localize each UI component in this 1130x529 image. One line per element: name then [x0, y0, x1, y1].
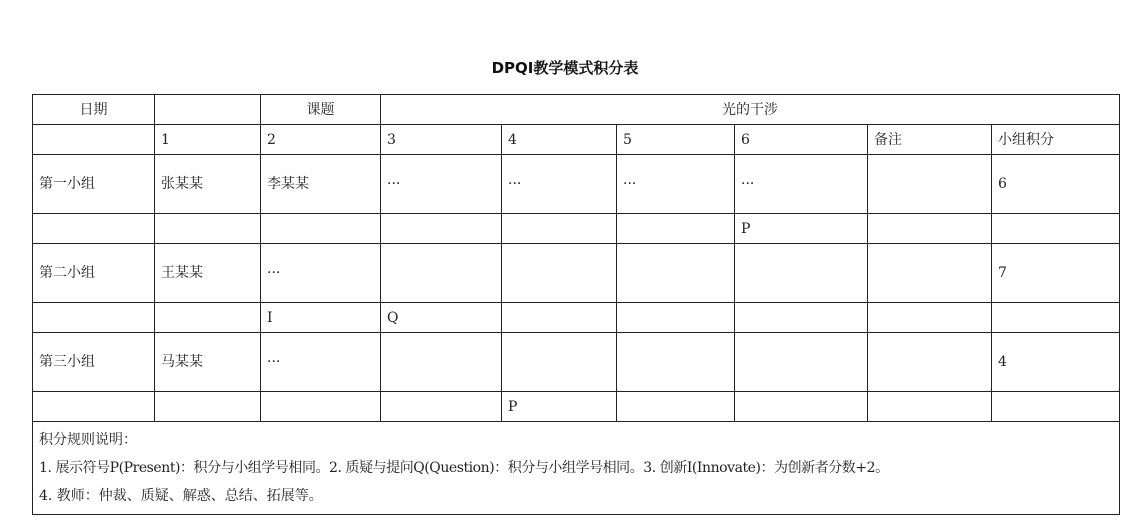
table-cell: ··· — [502, 155, 617, 214]
group-score-cell: 4 — [992, 333, 1120, 392]
table-cell — [735, 333, 868, 392]
mark-cell — [502, 303, 617, 333]
table-cell — [381, 333, 502, 392]
mark-cell — [617, 392, 735, 422]
header-empty-cell — [155, 95, 261, 125]
group-row — [33, 155, 1120, 214]
group-mark-row — [33, 214, 1120, 244]
table-cell: ··· — [381, 155, 502, 214]
mark-cell — [261, 214, 381, 244]
group-row — [33, 333, 1120, 392]
topic-label-cell: 课题 — [261, 95, 381, 125]
table-cell: 王某某 — [155, 244, 261, 303]
mark-cell: Q — [381, 303, 502, 333]
mark-cell — [155, 392, 261, 422]
group-name-cell: 第二小组 — [33, 244, 155, 303]
date-label-cell: 日期 — [33, 95, 155, 125]
column-header-remarks: 备注 — [868, 125, 992, 155]
mark-empty-cell — [33, 303, 155, 333]
column-number-row — [33, 125, 1120, 155]
mark-cell — [155, 214, 261, 244]
table-cell: ··· — [261, 333, 381, 392]
group-mark-row — [33, 303, 1120, 333]
column-header: 6 — [735, 125, 868, 155]
rules-line-2: 4. 教师：仲裁、质疑、解惑、总结、拓展等。 — [39, 488, 323, 504]
mark-empty-cell — [33, 392, 155, 422]
mark-cell — [381, 214, 502, 244]
score-table — [32, 94, 1120, 515]
mark-cell — [868, 214, 992, 244]
rules-heading: 积分规则说明： — [39, 432, 137, 448]
column-header: 5 — [617, 125, 735, 155]
group-score-cell: 7 — [992, 244, 1120, 303]
column-header: 2 — [261, 125, 381, 155]
table-cell — [617, 333, 735, 392]
mark-cell — [381, 392, 502, 422]
group-name-cell: 第一小组 — [33, 155, 155, 214]
column-header: 1 — [155, 125, 261, 155]
rules-line-1: 1. 展示符号P(Present)：积分与小组学号相同。2. 质疑与提问Q(Question)：积分与小组学号相同。3. 创新I(Innovate)：为创新者分数+2。 — [39, 460, 889, 476]
table-cell: 李某某 — [261, 155, 381, 214]
table-cell — [617, 244, 735, 303]
mark-cell — [992, 214, 1120, 244]
mark-cell: I — [261, 303, 381, 333]
mark-cell — [261, 392, 381, 422]
remarks-cell — [868, 244, 992, 303]
mark-cell — [502, 214, 617, 244]
mark-cell — [992, 303, 1120, 333]
table-cell — [735, 244, 868, 303]
table-cell: 张某某 — [155, 155, 261, 214]
table-cell — [502, 244, 617, 303]
table-cell: ··· — [735, 155, 868, 214]
mark-cell — [617, 214, 735, 244]
rules-cell — [33, 422, 1120, 515]
table-cell — [381, 244, 502, 303]
table-cell — [502, 333, 617, 392]
mark-cell: P — [502, 392, 617, 422]
mark-cell — [868, 303, 992, 333]
mark-cell — [735, 392, 868, 422]
column-header: 4 — [502, 125, 617, 155]
mark-cell: P — [735, 214, 868, 244]
rules-row — [33, 422, 1120, 515]
column-header-group-score: 小组积分 — [992, 125, 1120, 155]
mark-cell — [617, 303, 735, 333]
header-row — [33, 95, 1120, 125]
group-name-cell: 第三小组 — [33, 333, 155, 392]
mark-cell — [155, 303, 261, 333]
column-number-empty-cell — [33, 125, 155, 155]
group-score-cell: 6 — [992, 155, 1120, 214]
page-title: DPQI教学模式积分表 — [491, 59, 639, 77]
mark-empty-cell — [33, 214, 155, 244]
mark-cell — [992, 392, 1120, 422]
column-header: 3 — [381, 125, 502, 155]
table-cell: ··· — [617, 155, 735, 214]
table-cell: 马某某 — [155, 333, 261, 392]
mark-cell — [868, 392, 992, 422]
group-row — [33, 244, 1120, 303]
table-cell: ··· — [261, 244, 381, 303]
mark-cell — [735, 303, 868, 333]
remarks-cell — [868, 333, 992, 392]
group-mark-row — [33, 392, 1120, 422]
remarks-cell — [868, 155, 992, 214]
topic-value-cell: 光的干涉 — [381, 95, 1120, 125]
